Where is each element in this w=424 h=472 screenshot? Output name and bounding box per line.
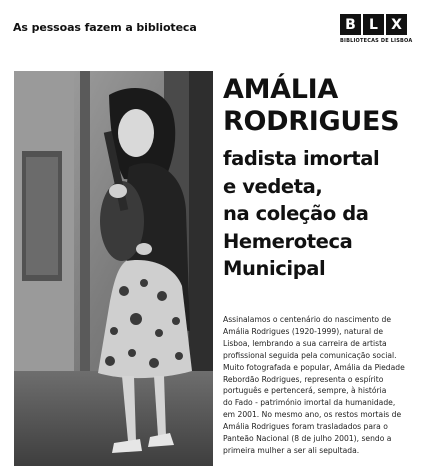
body-line: do Fado - património imortal da humanidade, [223,398,396,408]
amalia-photo [14,71,213,466]
headline-line: RODRIGUES [223,106,400,137]
body-line: Rebordão Rodrigues, representa o espírito [223,374,384,384]
blx-logo[interactable] [340,14,413,44]
subtitle-line: Hemeroteca [223,229,353,253]
body-line: português e pertencerá, sempre, à história [223,386,387,396]
headline-line: AMÁLIA [223,74,339,105]
header-tagline: As pessoas fazem a biblioteca [13,21,197,34]
body-line: Lisboa, lembrando a sua carreira de artista [223,338,387,348]
logo-letter-x: X [386,14,407,35]
subtitle-line: fadista imortal [223,147,380,170]
subtitle-line: Municipal [223,257,326,280]
headline-subtitle [223,145,419,283]
body-line: Amália Rodrigues (1920-1999), natural de [223,326,384,336]
body-line: Assinalamos o centenário do nascimento de [223,315,391,324]
body-line: Panteão Nacional (8 de julho 2001), sendo a [223,434,392,444]
logo-subtitle: BIBLIOTECAS DE LISBOA [340,38,413,44]
body-line: Amália Rodrigues foram trasladados para o [223,422,388,432]
subtitle-line: e vedeta, [223,174,323,198]
body-line: em 2001. No mesmo ano, os restos mortais de [223,410,402,420]
subtitle-line: na coleção da [223,202,369,225]
body-line: primeira mulher a ser ali sepultada. [223,445,360,455]
logo-letter-l: L [363,14,384,35]
body-line: Muito fotografada e popular, Amália da Piedade [223,362,405,372]
body-paragraph [223,314,415,457]
headline-name [223,74,419,138]
body-line: profissional seguida pela comunicação social. [223,350,397,360]
logo-letters [340,14,408,35]
logo-letter-b: B [340,14,361,35]
